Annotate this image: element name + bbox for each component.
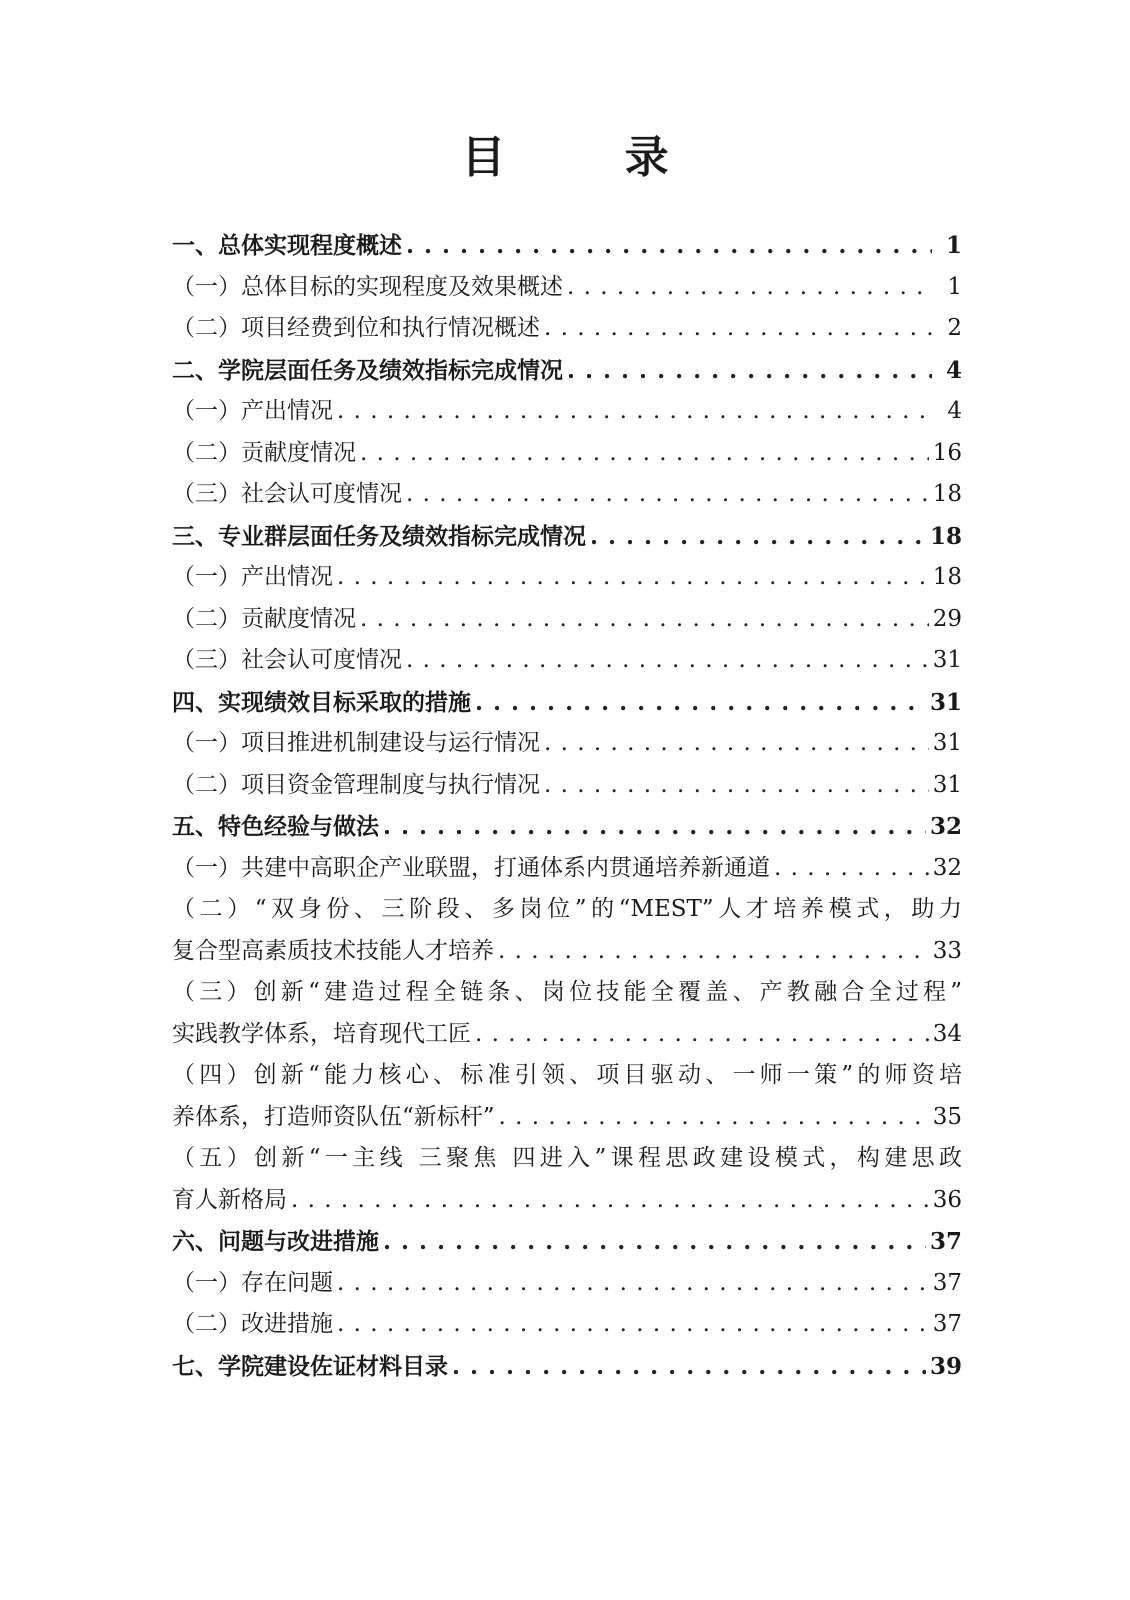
toc-entry-title: 三、专业群层面任务及绩效指标完成情况: [172, 522, 586, 550]
dot-leader: [567, 350, 932, 392]
dot-leader: [590, 516, 926, 558]
toc-page-number: 1: [947, 273, 962, 300]
toc-subsection-entry[interactable]: [172, 391, 962, 433]
toc-entry-title: 育人新格局: [172, 1186, 287, 1213]
table-of-contents: [172, 225, 962, 1387]
toc-subsection-entry[interactable]: [172, 640, 962, 682]
toc-entry-title: （一）共建中高职企产业联盟，打通体系内贯通培养新通道: [172, 854, 770, 881]
toc-page-number: 37: [929, 1228, 962, 1255]
toc-page-number: 37: [932, 1269, 962, 1296]
dot-leader: [406, 225, 932, 267]
toc-section-entry[interactable]: [172, 682, 962, 724]
toc-entry-title: 五、特色经验与做法: [172, 813, 379, 840]
toc-entry-title: 六、问题与改进措施: [172, 1228, 379, 1255]
toc-page-number: 29: [932, 605, 962, 632]
toc-section-entry[interactable]: [172, 225, 962, 267]
toc-entry-first-line[interactable]: （二）“双身份、三阶段、多岗位”的“MEST”人才培养模式，助力: [172, 896, 962, 922]
toc-entry-title: （二）贡献度情况: [172, 605, 356, 632]
toc-entry-title: 二、学院层面任务及绩效指标完成情况: [172, 356, 563, 384]
dot-leader: [337, 1304, 929, 1346]
toc-page-number: 37: [932, 1311, 962, 1337]
toc-page-number: 33: [932, 937, 962, 964]
toc-subsection-entry[interactable]: [172, 765, 962, 807]
toc-subsection-entry[interactable]: [172, 1097, 962, 1139]
toc-subsection-entry[interactable]: [172, 1180, 962, 1222]
toc-entry-title: （一）存在问题: [172, 1269, 333, 1296]
dot-leader: [452, 1346, 926, 1388]
toc-entry-title: （一）产出情况: [172, 564, 333, 590]
toc-subsection-entry[interactable]: [172, 599, 962, 641]
toc-page-number: 2: [947, 315, 962, 341]
toc-subsection-entry[interactable]: [172, 1263, 962, 1305]
toc-entry-title: （三）社会认可度情况: [172, 481, 402, 507]
toc-page-number: 1: [945, 232, 962, 259]
toc-page-number: 36: [932, 1186, 962, 1213]
toc-page-number: 31: [929, 688, 962, 716]
dot-leader: [337, 1263, 929, 1305]
dot-leader: [774, 848, 929, 890]
toc-entry-title: 实践教学体系，培育现代工匠: [172, 1020, 471, 1047]
toc-entry-title: （二）项目资金管理制度与执行情况: [172, 771, 540, 798]
dot-leader: [499, 1097, 929, 1139]
toc-page-number: 31: [932, 647, 962, 673]
toc-section-entry[interactable]: [172, 806, 962, 848]
toc-entry-title: （二）改进措施: [172, 1311, 333, 1337]
toc-page-number: 31: [932, 771, 962, 798]
dot-leader: [544, 765, 929, 807]
toc-entry-title: 一、总体实现程度概述: [172, 232, 402, 259]
toc-entry-title: 养体系，打造师资队伍“新标杆”: [172, 1103, 495, 1130]
toc-entry-first-line[interactable]: （五）创新“一主线 三聚焦 四进入”课程思政建设模式，构建思政: [172, 1145, 962, 1171]
dot-leader: [383, 806, 926, 848]
dot-leader: [567, 267, 932, 309]
toc-entry-first-line[interactable]: （四）创新“能力核心、标准引领、项目驱动、一师一策”的师资培: [172, 1062, 962, 1088]
toc-entry-first-line[interactable]: （三）创新“建造过程全链条、岗位技能全覆盖、产教融合全过程”: [172, 979, 962, 1005]
toc-subsection-entry[interactable]: [172, 308, 962, 350]
toc-page-number: 35: [932, 1103, 962, 1130]
toc-entry-title: 七、学院建设佐证材料目录: [172, 1352, 448, 1380]
toc-subsection-entry[interactable]: [172, 267, 962, 309]
toc-subsection-entry[interactable]: [172, 848, 962, 890]
dot-leader: [475, 1014, 929, 1056]
toc-section-entry[interactable]: [172, 350, 962, 392]
toc-page-number: 4: [947, 398, 962, 424]
toc-entry-title: （一）产出情况: [172, 398, 333, 424]
toc-entry-title: 四、实现绩效目标采取的措施: [172, 688, 471, 716]
toc-subsection-entry[interactable]: [172, 723, 962, 765]
toc-section-entry[interactable]: [172, 1346, 962, 1388]
toc-entry-title: 复合型高素质技术技能人才培养: [172, 937, 494, 964]
dot-leader: [360, 599, 929, 641]
dot-leader: [406, 640, 929, 682]
dot-leader: [337, 391, 932, 433]
toc-subsection-entry[interactable]: [172, 1304, 962, 1346]
dot-leader: [291, 1180, 929, 1222]
toc-page-number: 18: [932, 564, 962, 590]
toc-page-number: 39: [929, 1352, 962, 1380]
toc-page-number: 4: [945, 356, 962, 384]
dot-leader: [383, 1221, 926, 1263]
toc-page-number: 18: [932, 481, 962, 507]
toc-entry-title: （一）总体目标的实现程度及效果概述: [172, 273, 563, 300]
toc-subsection-entry[interactable]: [172, 474, 962, 516]
dot-leader: [544, 308, 932, 350]
toc-entry-title: （二）贡献度情况: [172, 439, 356, 466]
dot-leader: [544, 723, 929, 765]
dot-leader: [406, 474, 929, 516]
page-title: 目 录: [461, 132, 721, 183]
toc-page-number: 34: [932, 1020, 962, 1047]
dot-leader: [337, 557, 929, 599]
toc-section-entry[interactable]: [172, 516, 962, 558]
toc-page-number: 32: [929, 813, 962, 840]
toc-entry-title: （三）社会认可度情况: [172, 647, 402, 673]
toc-subsection-entry[interactable]: [172, 931, 962, 973]
toc-entry-title: （一）项目推进机制建设与运行情况: [172, 730, 540, 756]
dot-leader: [360, 433, 929, 475]
toc-section-entry[interactable]: [172, 1221, 962, 1263]
toc-entry-title: （二）项目经费到位和执行情况概述: [172, 315, 540, 341]
toc-page-number: 16: [932, 439, 962, 466]
dot-leader: [475, 682, 926, 724]
dot-leader: [498, 931, 929, 973]
toc-page-number: 32: [932, 854, 962, 881]
toc-subsection-entry[interactable]: [172, 1014, 962, 1056]
toc-page-number: 18: [929, 522, 962, 550]
toc-subsection-entry[interactable]: [172, 433, 962, 475]
toc-page-number: 31: [932, 730, 962, 756]
toc-subsection-entry[interactable]: [172, 557, 962, 599]
